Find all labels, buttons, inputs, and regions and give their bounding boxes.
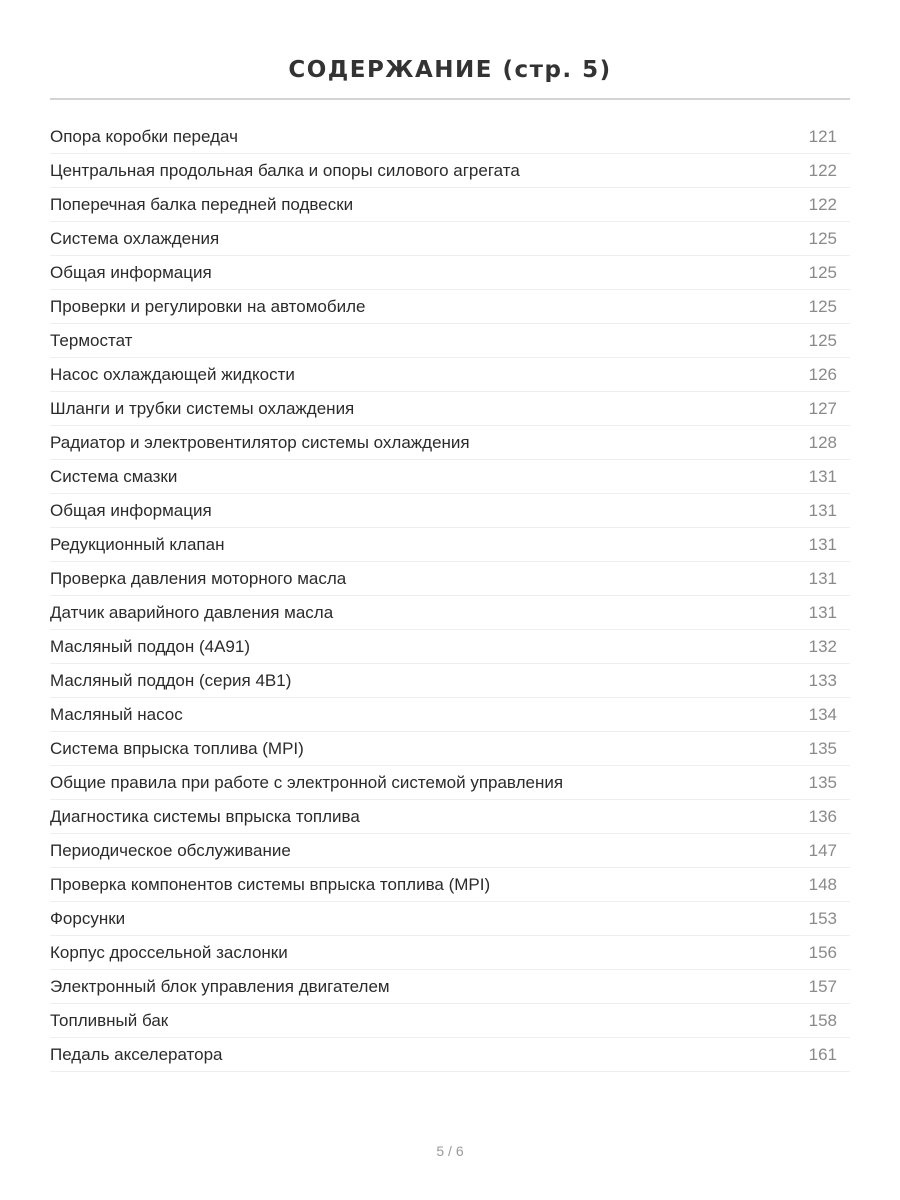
toc-entry-title: Педаль акселератора: [50, 1044, 223, 1064]
toc-entry[interactable]: [50, 256, 850, 290]
toc-entry[interactable]: [50, 800, 850, 834]
toc-entry-title: Центральная продольная балка и опоры силового агрегата: [50, 160, 520, 180]
toc-entry-title: Электронный блок управления двигателем: [50, 976, 390, 996]
toc-entry-title: Проверка компонентов системы впрыска топлива (MPI): [50, 874, 491, 894]
toc-entry[interactable]: [50, 630, 850, 664]
toc-entry-page: 122: [808, 194, 837, 214]
toc-entry[interactable]: [50, 664, 850, 698]
toc-entry[interactable]: [50, 834, 850, 868]
toc-entry-page: 133: [808, 670, 837, 690]
toc-entry-page: 128: [808, 432, 837, 452]
toc-entry[interactable]: [50, 528, 850, 562]
toc-entry[interactable]: [50, 358, 850, 392]
toc-entry-page: 135: [808, 772, 837, 792]
toc-entry-page: 134: [808, 704, 837, 724]
toc-entry-title: Форсунки: [50, 908, 126, 928]
toc-entry[interactable]: [50, 766, 850, 800]
toc-entry[interactable]: [50, 290, 850, 324]
toc-entry-page: 148: [808, 874, 837, 894]
toc-entry-title: Система впрыска топлива (MPI): [50, 738, 304, 758]
toc-entry-title: Опора коробки передач: [50, 126, 238, 146]
toc-entry[interactable]: [50, 1038, 850, 1072]
toc-entry[interactable]: [50, 902, 850, 936]
title-divider: [50, 98, 850, 100]
toc-entry-title: Общие правила при работе с электронной системой управления: [50, 772, 564, 792]
toc-entry[interactable]: [50, 120, 850, 154]
toc-entry-page: 125: [808, 262, 837, 282]
toc-entry-page: 161: [808, 1044, 837, 1064]
toc-entry-title: Корпус дроссельной заслонки: [50, 942, 288, 962]
toc-entry-page: 136: [808, 806, 837, 826]
toc-entry[interactable]: [50, 154, 850, 188]
toc-entry-title: Насос охлаждающей жидкости: [50, 364, 295, 384]
toc-entry-title: Термостат: [50, 330, 133, 350]
toc-entry[interactable]: [50, 562, 850, 596]
toc-entry[interactable]: [50, 392, 850, 426]
toc-entry[interactable]: [50, 868, 850, 902]
toc-entry-title: Радиатор и электровентилятор системы охлаждения: [50, 432, 470, 452]
toc-entry-page: 135: [808, 738, 837, 758]
toc-entry-page: 126: [808, 364, 837, 384]
toc-entry-title: Редукционный клапан: [50, 534, 225, 554]
toc-entry-title: Масляный поддон (4А91): [50, 636, 250, 656]
toc-entry-title: Поперечная балка передней подвески: [50, 194, 354, 214]
toc-entry-page: 121: [808, 126, 837, 146]
toc-entry-page: 153: [808, 908, 837, 928]
toc-entry-title: Проверка давления моторного масла: [50, 568, 347, 588]
toc-entry-page: 132: [808, 636, 837, 656]
toc-entry-title: Диагностика системы впрыска топлива: [50, 806, 360, 826]
toc-entry[interactable]: [50, 732, 850, 766]
toc-entry-page: 147: [808, 840, 837, 860]
toc-entry-page: 158: [808, 1010, 837, 1030]
table-of-contents: [50, 120, 850, 1072]
toc-entry-title: Общая информация: [50, 262, 212, 282]
toc-entry[interactable]: [50, 936, 850, 970]
toc-entry-title: Система смазки: [50, 466, 178, 486]
toc-entry[interactable]: [50, 1004, 850, 1038]
toc-entry-title: Общая информация: [50, 500, 212, 520]
toc-entry[interactable]: [50, 494, 850, 528]
toc-entry[interactable]: [50, 426, 850, 460]
toc-entry-title: Система охлаждения: [50, 228, 220, 248]
toc-entry-title: Топливный бак: [50, 1010, 169, 1030]
toc-entry-page: 125: [808, 228, 837, 248]
toc-entry-page: 127: [808, 398, 837, 418]
toc-entry-title: Масляный поддон (серия 4B1): [50, 670, 292, 690]
toc-entry[interactable]: [50, 188, 850, 222]
toc-entry-page: 131: [808, 568, 837, 588]
toc-entry-page: 131: [808, 602, 837, 622]
toc-entry-page: 157: [808, 976, 837, 996]
toc-entry-title: Датчик аварийного давления масла: [50, 602, 334, 622]
toc-entry[interactable]: [50, 222, 850, 256]
toc-entry-page: 125: [808, 330, 837, 350]
toc-entry[interactable]: [50, 970, 850, 1004]
toc-entry[interactable]: [50, 596, 850, 630]
toc-entry[interactable]: [50, 460, 850, 494]
toc-entry-page: 125: [808, 296, 837, 316]
toc-entry-title: Шланги и трубки системы охлаждения: [50, 398, 355, 418]
toc-entry-page: 131: [808, 500, 837, 520]
toc-entry-page: 131: [808, 534, 837, 554]
toc-entry[interactable]: [50, 324, 850, 358]
toc-entry-page: 122: [808, 160, 837, 180]
page-indicator: 5 / 6: [436, 1143, 464, 1159]
toc-entry-page: 131: [808, 466, 837, 486]
toc-entry-title: Проверки и регулировки на автомобиле: [50, 296, 366, 316]
toc-entry-page: 156: [808, 942, 837, 962]
toc-entry[interactable]: [50, 698, 850, 732]
toc-entry-title: Масляный насос: [50, 704, 183, 724]
page-title: СОДЕРЖАНИЕ (стр. 5): [288, 57, 612, 84]
toc-entry-title: Периодическое обслуживание: [50, 840, 291, 860]
